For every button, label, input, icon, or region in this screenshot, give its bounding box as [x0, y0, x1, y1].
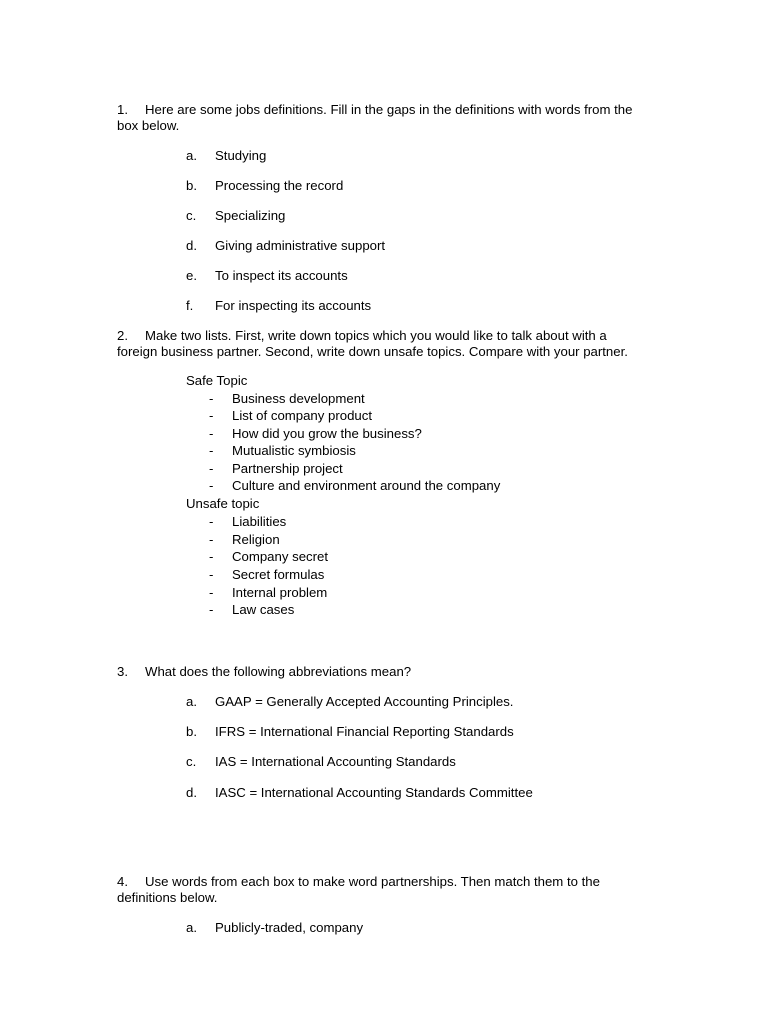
- question-1-text: Here are some jobs definitions. Fill in the gaps in the definitions with words from the: [145, 102, 633, 117]
- q1-item-text: Processing the record: [215, 178, 344, 193]
- q1-item-letter: c.: [186, 208, 197, 223]
- unsafe-topic-item: Company secret: [232, 549, 329, 564]
- list-dash: -: [209, 478, 214, 493]
- q4-item-text: Publicly-traded, company: [215, 920, 364, 935]
- list-dash: -: [209, 443, 214, 458]
- q1-item-letter: e.: [186, 268, 197, 283]
- question-1-number: 1.: [117, 102, 128, 117]
- q1-item-letter: b.: [186, 178, 197, 193]
- unsafe-topic-heading: Unsafe topic: [186, 496, 260, 511]
- list-dash: -: [209, 532, 214, 547]
- q1-item-text: Studying: [215, 148, 267, 163]
- q3-item-letter: c.: [186, 754, 197, 769]
- safe-topic-item: List of company product: [232, 408, 373, 423]
- question-2-text: Make two lists. First, write down topics which you would like to talk about with a: [145, 328, 607, 343]
- question-4-text-continued: definitions below.: [117, 890, 218, 905]
- list-dash: -: [209, 602, 214, 617]
- question-2-number: 2.: [117, 328, 128, 343]
- q1-item-text: Specializing: [215, 208, 286, 223]
- q3-item-text: GAAP = Generally Accepted Accounting Principles.: [215, 694, 514, 709]
- q3-item-text: IASC = International Accounting Standards Committee: [215, 785, 533, 800]
- unsafe-topic-item: Secret formulas: [232, 567, 325, 582]
- q1-item-text: Giving administrative support: [215, 238, 386, 253]
- q1-item-text: For inspecting its accounts: [215, 298, 372, 313]
- list-dash: -: [209, 549, 214, 564]
- list-dash: -: [209, 567, 214, 582]
- list-dash: -: [209, 461, 214, 476]
- list-dash: -: [209, 585, 214, 600]
- question-3-text: What does the following abbreviations mean?: [145, 664, 412, 679]
- q4-item-letter: a.: [186, 920, 197, 935]
- safe-topic-heading: Safe Topic: [186, 373, 248, 388]
- safe-topic-item: How did you grow the business?: [232, 426, 422, 441]
- q3-item-letter: a.: [186, 694, 197, 709]
- unsafe-topic-item: Internal problem: [232, 585, 328, 600]
- list-dash: -: [209, 408, 214, 423]
- q3-item-text: IAS = International Accounting Standards: [215, 754, 456, 769]
- safe-topic-item: Business development: [232, 391, 365, 406]
- list-dash: -: [209, 426, 214, 441]
- unsafe-topic-item: Law cases: [232, 602, 295, 617]
- question-3-number: 3.: [117, 664, 128, 679]
- safe-topic-item: Mutualistic symbiosis: [232, 443, 356, 458]
- unsafe-topic-item: Liabilities: [232, 514, 287, 529]
- safe-topic-item: Partnership project: [232, 461, 343, 476]
- q1-item-letter: f.: [186, 298, 194, 313]
- list-dash: -: [209, 391, 214, 406]
- q1-item-text: To inspect its accounts: [215, 268, 348, 283]
- question-1-text-continued: box below.: [117, 118, 180, 133]
- q3-item-letter: b.: [186, 724, 197, 739]
- q1-item-letter: d.: [186, 238, 197, 253]
- q3-item-text: IFRS = International Financial Reporting Standards: [215, 724, 514, 739]
- question-4-number: 4.: [117, 874, 128, 889]
- list-dash: -: [209, 514, 214, 529]
- question-2-text-continued: foreign business partner. Second, write down unsafe topics. Compare with your partner.: [117, 344, 628, 359]
- unsafe-topic-item: Religion: [232, 532, 280, 547]
- q1-item-letter: a.: [186, 148, 197, 163]
- q3-item-letter: d.: [186, 785, 197, 800]
- safe-topic-item: Culture and environment around the company: [232, 478, 501, 493]
- question-4-text: Use words from each box to make word partnerships. Then match them to the: [145, 874, 600, 889]
